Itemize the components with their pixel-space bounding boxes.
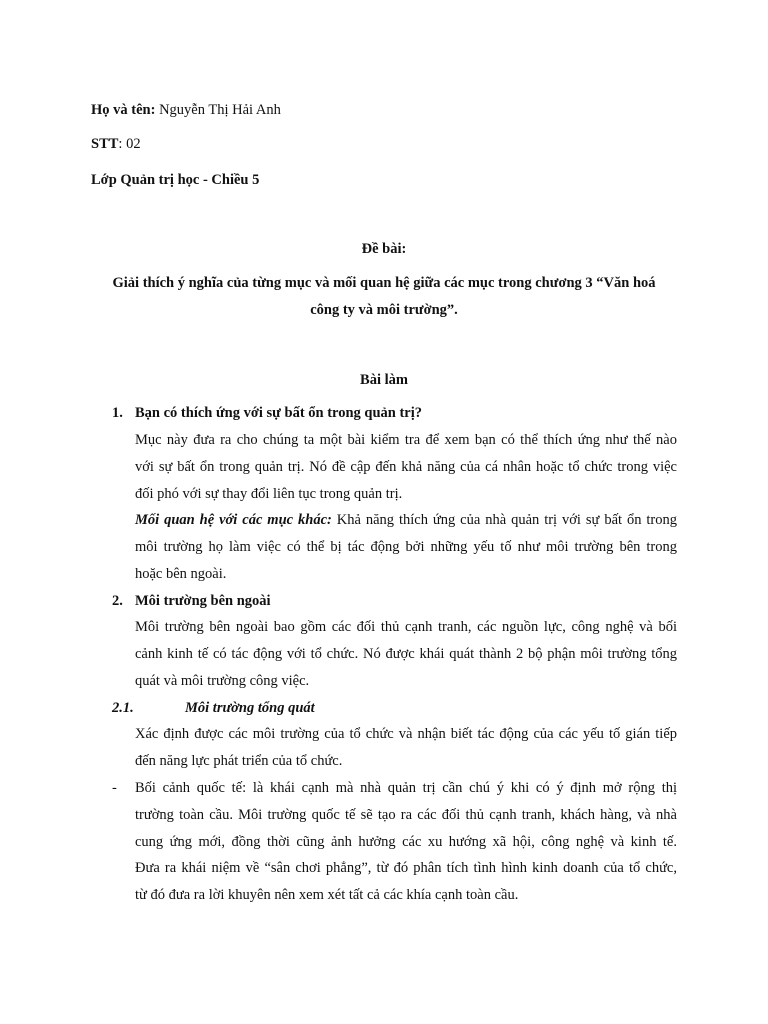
- stt-line: [91, 135, 141, 153]
- bullet-line: trường toàn cầu. Môi trường quốc tế sẽ tạo ra các đối thủ cạnh tranh, khách hàng, và nhà: [135, 807, 677, 823]
- relation-text: Khả năng thích ứng của nhà quản trị với sự bất ổn trong: [331, 512, 677, 528]
- section-1-para-line: với sự bất ổn trong quản trị. Nó đề cập đến khả năng của cá nhân hoặc tổ chức trong việc: [135, 459, 677, 475]
- bullet-line: Bối cảnh quốc tế: là khái cạnh mà nhà quản trị cần chú ý khi có ý định mở rộng thị: [135, 780, 677, 796]
- bullet-line: cung ứng mới, đồng thời cũng ảnh hưởng các xu hướng xã hội, công nghệ và kinh tế.: [135, 834, 677, 850]
- section-1-relation-line: hoặc bên ngoài.: [135, 566, 227, 582]
- assignment-question-line-1: Giải thích ý nghĩa của từng mục và mối quan hệ giữa các mục trong chương 3 “Văn hoá: [112, 275, 656, 291]
- section-2-para-line: quát và môi trường công việc.: [135, 673, 310, 689]
- section-2-heading: Môi trường bên ngoài: [135, 593, 271, 609]
- student-name-line: [91, 101, 281, 119]
- section-1-number: 1.: [112, 405, 123, 421]
- answer-title: Bài làm: [360, 372, 408, 388]
- bullet-line: từ đó đưa ra lời khuyên nên xem xét tất cả các khía cạnh toàn cầu.: [135, 887, 519, 903]
- section-2-1-heading: Môi trường tổng quát: [185, 700, 315, 716]
- bullet-marker: -: [112, 780, 117, 796]
- section-2-para-line: Môi trường bên ngoài bao gồm các đối thủ cạnh tranh, các nguồn lực, công nghệ và bối: [135, 619, 677, 635]
- section-1-heading: Bạn có thích ứng với sự bất ổn trong quản trị?: [135, 405, 423, 421]
- stt-value: : 02: [118, 136, 141, 152]
- section-1-para-line: Mục này đưa ra cho chúng ta một bài kiểm tra để xem bạn có thể thích ứng như thế nào: [135, 432, 677, 448]
- relation-label: Mối quan hệ với các mục khác:: [135, 512, 332, 528]
- name-label: Họ và tên:: [91, 102, 156, 118]
- section-1-relation-line: [135, 511, 677, 529]
- assignment-title: Đề bài:: [361, 241, 407, 257]
- bullet-line: Đưa ra khái niệm về “sân chơi phẳng”, từ đó phân tích tình hình kinh doanh của tổ chức,: [135, 860, 677, 876]
- section-2-1-number: 2.1.: [112, 700, 134, 716]
- assignment-question-line-2: công ty và môi trường”.: [310, 302, 458, 318]
- name-value: Nguyễn Thị Hải Anh: [159, 102, 281, 118]
- section-1-relation-line: môi trường họ làm việc có thể bị tác động bởi những yếu tố như môi trường bên trong: [135, 539, 677, 555]
- section-2-1-para-line: đến năng lực phát triển của tổ chức.: [135, 753, 343, 769]
- section-2-para-line: cảnh kinh tế có tác động với tổ chức. Nó được khái quát thành 2 bộ phận môi trường tổng: [135, 646, 677, 662]
- section-2-1-para-line: Xác định được các môi trường của tổ chức và nhận biết tác động của các yếu tố gián tiếp: [135, 726, 677, 742]
- section-2-number: 2.: [112, 593, 123, 609]
- stt-label: STT: [91, 136, 119, 152]
- class-line: Lớp Quản trị học - Chiều 5: [91, 172, 260, 188]
- section-1-para-line: đối phó với sự thay đổi liên tục trong quản trị.: [135, 486, 403, 502]
